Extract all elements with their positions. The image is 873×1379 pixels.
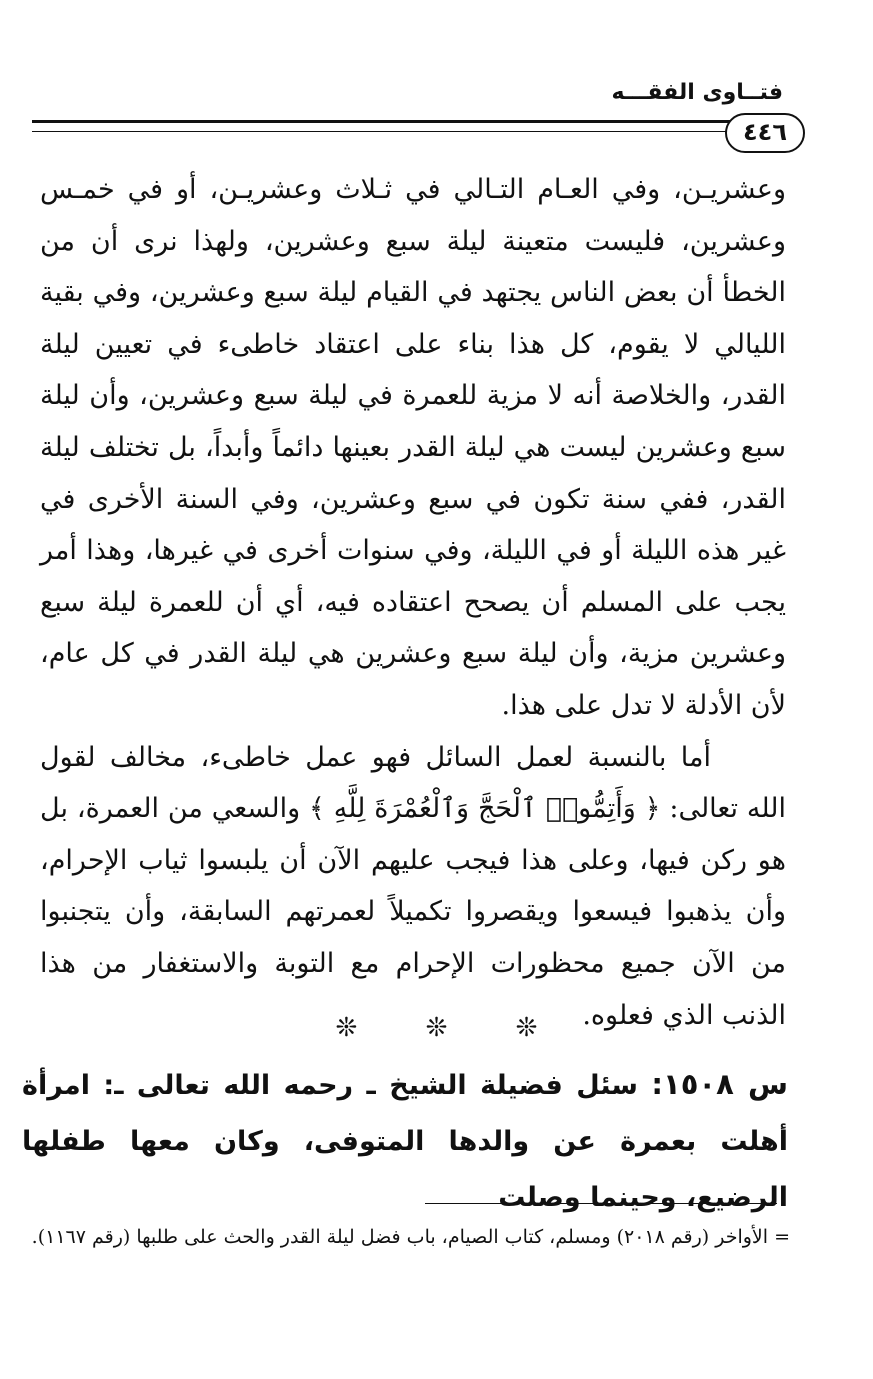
question-number: س ١٥٠٨: bbox=[651, 1067, 788, 1101]
header-rule bbox=[32, 120, 798, 132]
paragraph-2-end: والسعي من العمرة، بل هو ركن فيها، وعلى هذا فيجب عليهم الآن أن يلبسوا ثياب الإحرام، وأن يذهبوا فيسعوا ويقصروا تكميلاً لعمرتهم السابقة، وأن يتجنبوا من الآن جميع محظورات الإحرام مع التوبة والاستغفار من هذا الذنب الذي فعلوه. bbox=[40, 793, 786, 1031]
footnote-rule bbox=[425, 1203, 777, 1204]
paragraph-2-start: أما بالنسبة لعمل السائل فهو عمل خاطىء، مخالف لقول الله تعالى: bbox=[40, 741, 786, 825]
quran-verse: ﴿ وَأَتِمُّوا۟ ٱلْحَجَّ وَٱلْعُمْرَةَ لِلَّهِ ﴾ bbox=[309, 793, 661, 825]
body-text bbox=[40, 164, 786, 1041]
paragraph-2 bbox=[40, 732, 786, 1042]
section-separator: ❊ ❊ ❊ bbox=[335, 1013, 568, 1043]
paragraph-1: وعشريـن، وفي العـام التـالي في ثـلاث وعشريـن، أو في خمـس وعشرين، فليست متعينة ليلة سبع وعشرين، ولهذا نرى أن من الخطأ أن بعض الناس يجتهد في القيام ليلة سبع وعشرين، وفي بقية الليالي لا يقوم، كل هذا بناء على اعتقاد خاطىء في تعيين ليلة القدر، والخلاصة أنه لا مزية للعمرة في ليلة سبع وعشرين، وأن ليلة سبع وعشرين ليست هي ليلة القدر بعينها دائماً وأبداً، بل تختلف ليلة القدر، ففي سنة تكون في سبع وعشرين، وفي السنة الأخرى في غير هذه الليلة أو في الليلة، وفي سنوات أخرى في غيرها، وهذا أمر يجب على المسلم أن يصحح اعتقاده فيه، أي أن للعمرة ليلة سبع وعشرين مزية، وأن ليلة سبع وعشرين هي ليلة القدر في كل عام، لأن الأدلة لا تدل على هذا. bbox=[40, 174, 786, 721]
page-number: ٤٤٦ bbox=[725, 113, 805, 153]
running-title: فتــاوى الفقـــه bbox=[611, 80, 783, 105]
footnote: = الأواخر (رقم ٢٠١٨) ومسلم، كتاب الصيام، باب فضل ليلة القدر والحث على طلبها (رقم ١١٦٧). bbox=[31, 1226, 790, 1248]
question-block bbox=[22, 1056, 788, 1226]
question-text: سئل فضيلة الشيخ ـ رحمه الله تعالى ـ: امرأة أهلت بعمرة عن والدها المتوفى، وكان معها طفلها الرضيع، وحينما وصلت bbox=[22, 1070, 788, 1213]
